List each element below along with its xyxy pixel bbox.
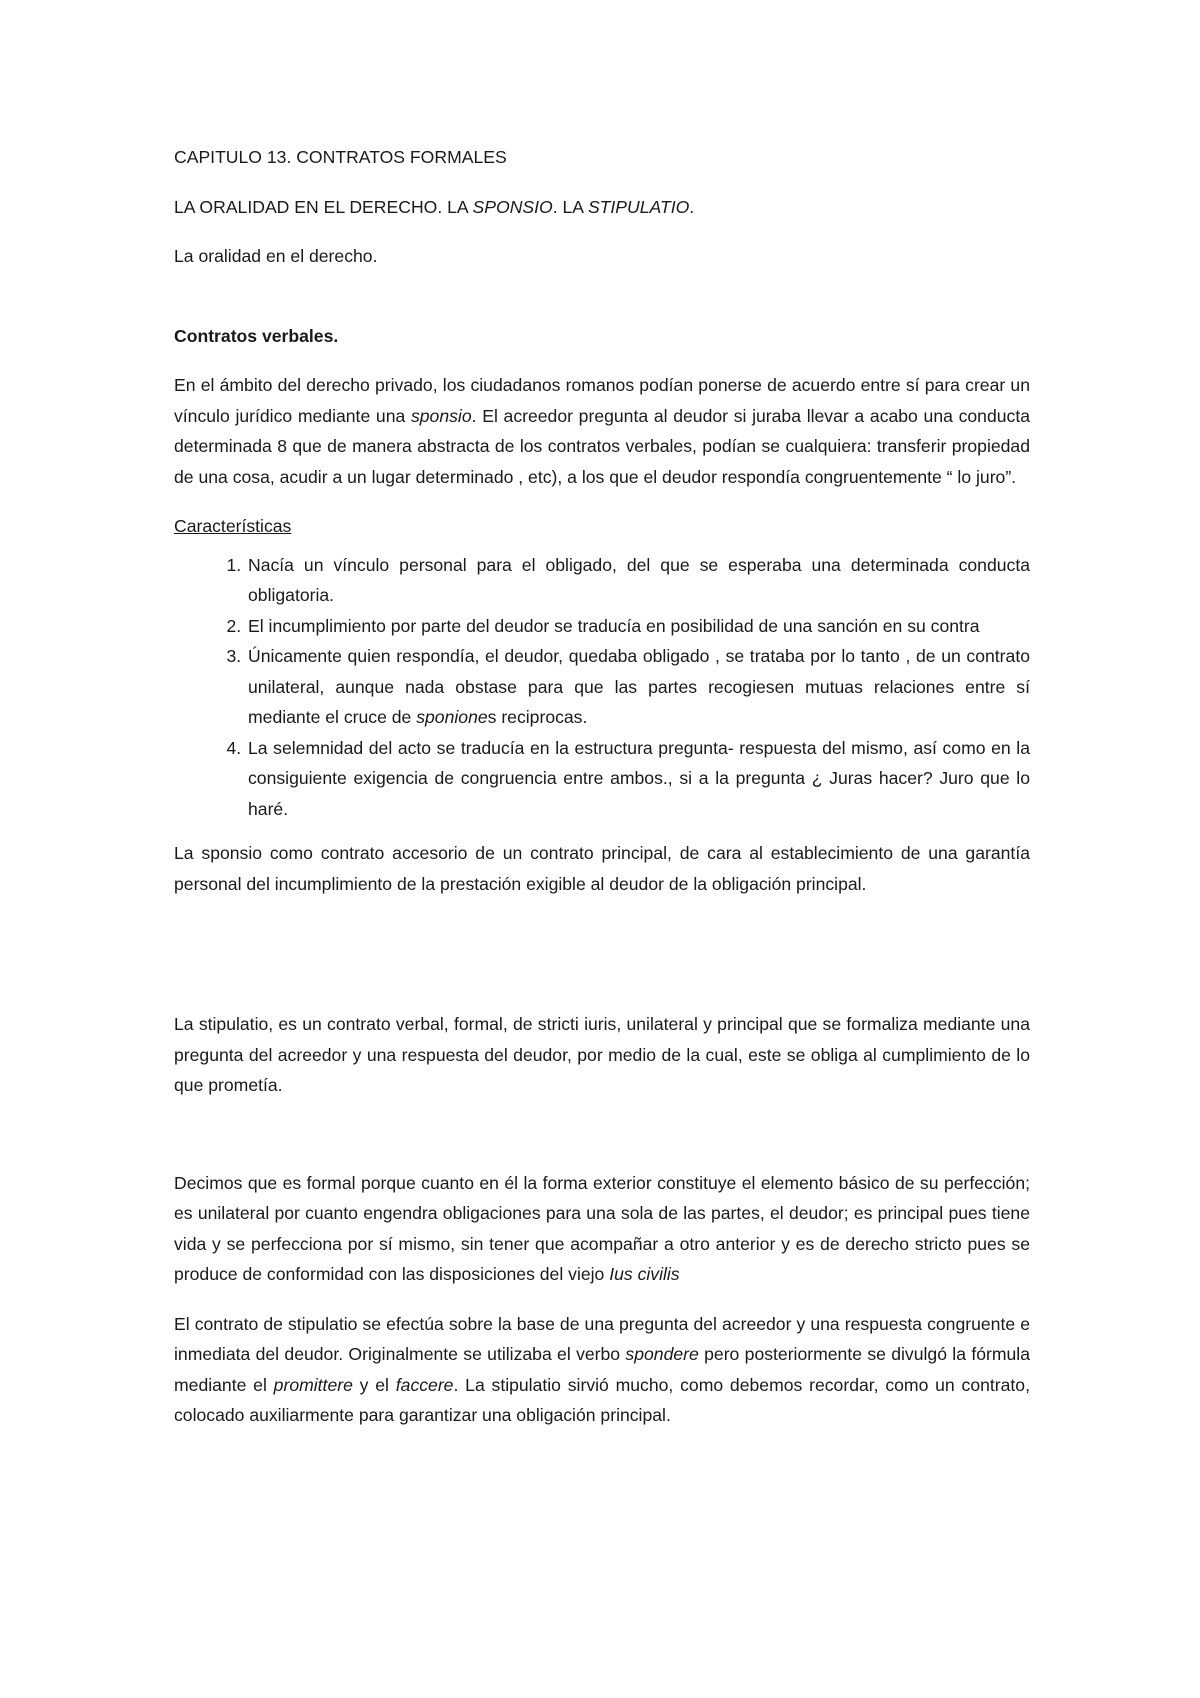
characteristics-heading: Características	[174, 516, 292, 536]
subtitle: LA ORALIDAD EN EL DERECHO. LA SPONSIO. LA STIPULATIO.	[174, 196, 695, 217]
paragraph-sponsio: En el ámbito del derecho privado, los ciudadanos romanos podían ponerse de acuerdo entre sí para crear un vínculo jurídico mediante una sponsio. El acreedor pregunta al deudor si juraba llevar a acabo una conducta determinada 8 que de manera abstracta de los contratos verbales, podían se cualquiera: transferir propiedad de una cosa, acudir a un lugar determinado , etc), a los que el deudor respondía congruentemente “ lo juro”.	[174, 375, 1030, 487]
paragraph-formal: Decimos que es formal porque cuanto en él la forma exterior constituye el elemento básico de su perfección; es unilateral por cuanto engendra obligaciones para una sola de las partes, el deudor; es principal pues tiene vida y se perfecciona por sí mismo, sin tener que acompañar a otro anterior y es de derecho stricto pues se produce de conformidad con las disposiciones del viejo Ius civilis	[174, 1172, 1030, 1284]
list-item: 4. La selemnidad del acto se traducía en la estructura pregunta- respuesta del mismo, así como en la consiguiente exigencia de congruencia entre ambos., si a la pregunta ¿ Juras hacer? Juro que lo haré.	[246, 733, 1030, 825]
chapter-title: CAPITULO 13. CONTRATOS FORMALES	[174, 147, 507, 167]
paragraph-stipulatio: La stipulatio, es un contrato verbal, formal, de stricti iuris, unilateral y principal que se formaliza mediante una pregunta del acreedor y una respuesta del deudor, por medio de la cual, este se obliga al cumplimiento de lo que prometía.	[174, 1014, 1030, 1095]
list-item: 1. Nacía un vínculo personal para el obligado, del que se esperaba una determinada conducta obligatoria.	[246, 550, 1030, 611]
document-body	[174, 142, 1030, 1431]
characteristics-list	[174, 550, 1030, 825]
paragraph-accesorio: La sponsio como contrato accesorio de un contrato principal, de cara al establecimiento de una garantía personal del incumplimiento de la prestación exigible al deudor de la obligación principal.	[174, 843, 1030, 894]
paragraph-efectua: El contrato de stipulatio se efectúa sobre la base de una pregunta del acreedor y una respuesta congruente e inmediata del deudor. Originalmente se utilizaba el verbo spondere pero posteriormente se divulgó la fórmula mediante el promittere y el faccere. La stipulatio sirvió mucho, como debemos recordar, como un contrato, colocado auxiliarmente para garantizar una obligación principal.	[174, 1313, 1030, 1425]
section-verbales-heading: Contratos verbales.	[174, 325, 339, 346]
section-oralidad-heading: La oralidad en el derecho.	[174, 246, 378, 266]
list-item: 3. Únicamente quien respondía, el deudor, quedaba obligado , se trataba por lo tanto , de un contrato unilateral, aunque nada obstase para que las partes recogiesen mutuas relaciones entre sí mediante el cruce de sponiones reciprocas.	[246, 641, 1030, 733]
list-item: 2. El incumplimiento por parte del deudor se traducía en posibilidad de una sanción en su contra	[246, 611, 1030, 642]
